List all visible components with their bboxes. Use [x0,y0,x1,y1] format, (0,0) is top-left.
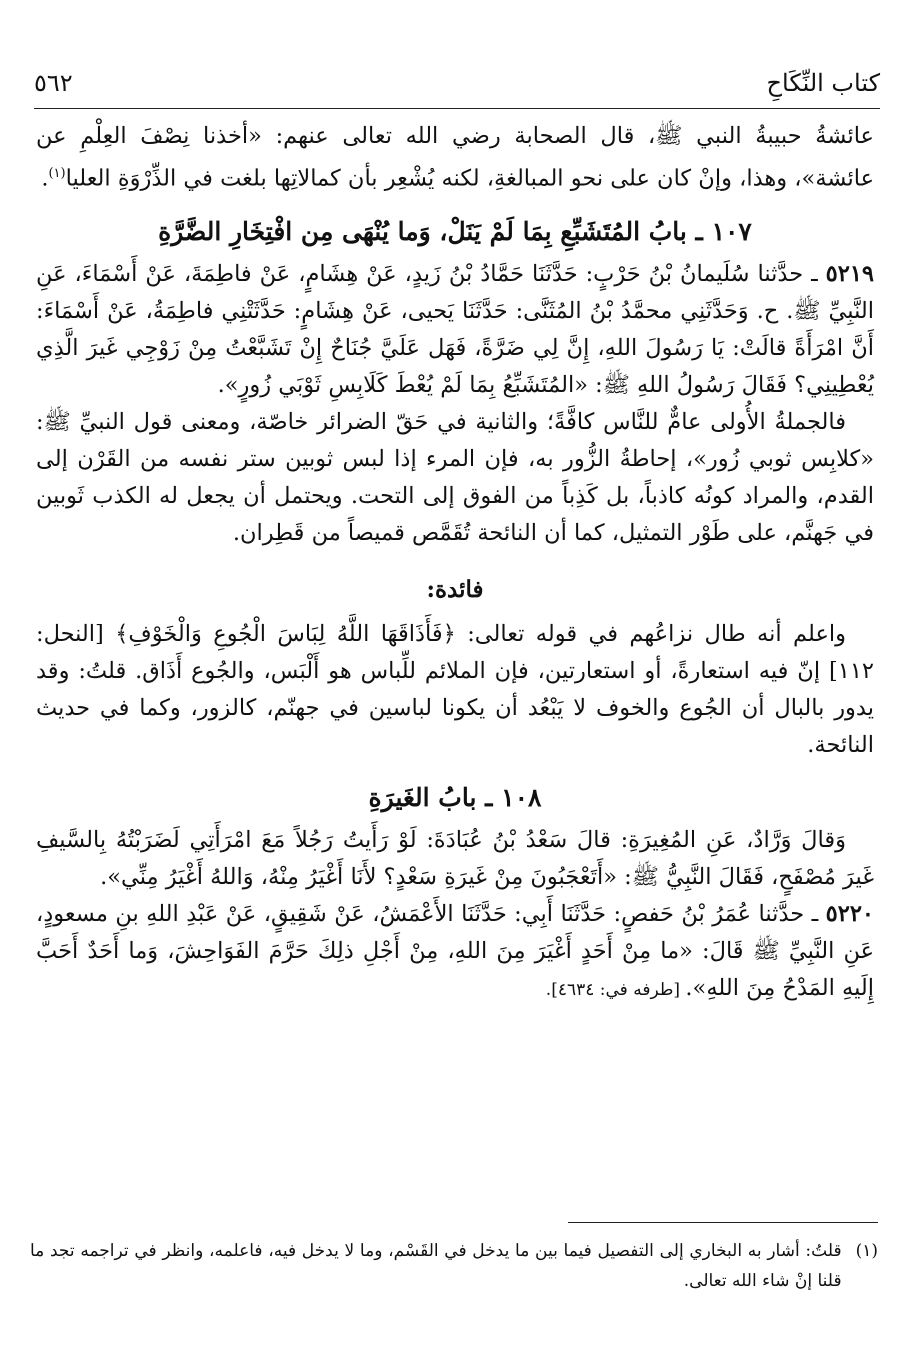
hadith-number-5219: ٥٢١٩ [825,260,874,287]
main-text [36,118,874,1009]
footnote-divider [568,1222,878,1223]
hadith-5219 [36,256,874,404]
footnote-item [30,1236,878,1296]
faida-paragraph: واعلم أنه طال نزاعُهم في قوله تعالى: ﴿فَأَذَاقَهَا اللَّهُ لِبَاسَ الْجُوعِ وَالْخَوْفِ﴾ [النحل: ١١٢] إنّ فيه استعارةً، أو استعارتين، فإن الملائم للِّباس هو أَلْبَس، والجُوع أَذَاق. قلتُ: وقد يدور بالبال أن الجُوع والخوف لا يَبْعُد أن يكونا لباسين في جهنّم، كالزور، وكما في حديث النائحة. [36,620,874,758]
hadith-5219-text: ـ حدَّثنا سُلَيمانُ بْنُ حَرْبٍ: حَدَّثَنَا حَمَّادُ بْنُ زَيدٍ، عَنْ هِشَامٍ، عَنْ فاطِمَةَ، عَنْ أَسْمَاءَ، عَنِ النَّبِيِّ ﷺ. ح. وَحَدَّثَنِي محمَّدُ بْنُ المُثَنَّى: حَدَّثَنَا يَحيى، عَنْ هِشَامٍ: حَدَّثَتْنِي فاطِمَةُ، عَنْ أَسْمَاءَ: أَنَّ امْرَأَةً قالَتْ: يَا رَسُولَ اللهِ، إِنَّ لِي ضَرَّةً، فَهَل عَلَيَّ جُنَاحٌ إِنْ تَشَبَّعْتُ مِنْ زَوْجِي غَيرَ الَّذِي يُعْطِينِي؟ فَقَالَ رَسُولُ اللهِ ﷺ: «المُتَشَبِّعُ بِمَا لَمْ يُعْطَ كَلَابِسِ ثَوْبَي زُورٍ». [36,260,874,398]
footnote-marker: (١) [855,1241,878,1261]
intro-text: عائشةُ حبيبةُ النبي ﷺ، قال الصحابة رضي الله تعالى عنهم: «أخذنا نِصْفَ العِلْمِ عن عائشة»، وهذا، وإنْ كان على نحو المبالغةِ، لكنه يُشْعِر بأن كمالاتِها بلغت في الذِّرْوَةِ العليا [36,123,874,192]
hadith-number-5220: ٥٢٢٠ [825,900,874,927]
faida-title: فائدة: [426,575,484,603]
footnote-ref[interactable]: (١) [48,166,66,181]
commentary-paragraph: فالجملةُ الأُولى عامٌّ للنَّاس كافَّةً؛ والثانية في حَقّ الضرائر خاصّة، ومعنى قول النبيِّ ﷺ: «كلابِس ثوبي زُور»، إحاطةُ الزُّور به، فإن المرء إذا لبس ثوبين ستر نفسه من القَرْن إلى القدم، والمراد كونُه كاذباً، بل كَذِباً من الفوق إلى التحت. ويحتمل أن يجعل له الكذب ثَوبين في جَهنَّم، على طَوْر التمثيل، كما أن النائحة تُقَمَّص قميصاً من قَطِران. [36,408,874,546]
footnotes [30,1236,878,1296]
page-header [34,58,880,109]
page-number: ٥٦٢ [34,69,73,97]
intro-paragraph [36,118,874,198]
chapter-108-title: ١٠٨ ـ بابُ الغَيرَةِ [368,782,542,812]
footnote-text: قلتُ: أشار به البخاري إلى التفصيل فيما بين ما يدخل في القَسْم، وما لا يدخل فيه، فاعلمه، وانظر في تراجمه تجد ما قلنا إنْ شاء الله تعالى. [30,1241,842,1291]
chapter-107-title: ١٠٧ ـ بابُ المُتَشَبِّعِ بِمَا لَمْ يَنَلْ، وَما يُنْهَى مِن افْتِخَارِ الضَّرَّةِ [158,216,752,246]
hadith-5220 [36,896,874,1009]
book-title: كتاب النِّكَاحِ [766,69,880,97]
intro-tail: . [41,165,49,192]
warrad-paragraph: وَقالَ وَرَّادٌ، عَنِ المُغِيرَةِ: قالَ سَعْدُ بْنُ عُبَادَةَ: لَوْ رَأَيتُ رَجُلاً مَعَ امْرَأَتِي لَضَرَبْتُهُ بِالسَّيفِ غَيرَ مُصْفَحٍ، فَقَالَ النَّبِيُّ ﷺ: «أَتَعْجَبُونَ مِنْ غَيرَةِ سَعْدٍ؟ لأَنَا أَغْيَرُ مِنْهُ، وَاللهُ أَغْيَرُ مِنِّي». [36,826,874,890]
hadith-5220-text: ـ حدَّثنا عُمَرُ بْنُ حَفصٍ: حَدَّثَنَا أَبِي: حَدَّثَنَا الأَعْمَشُ، عَنْ شَقِيقٍ، عَنْ عَبْدِ اللهِ بنِ مسعودٍ، عَنِ النَّبِيِّ ﷺ قَالَ: «ما مِنْ أَحَدٍ أَغْيَرَ مِنَ اللهِ، مِنْ أَجْلِ ذلِكَ حَرَّمَ الفَوَاحِشَ، وَما أَحَدٌ أَحَبَّ إِلَيهِ المَدْحُ مِنَ اللهِ». [36,900,874,1001]
cross-reference: [طرفه في: ٤٦٣٤]. [545,979,686,1000]
